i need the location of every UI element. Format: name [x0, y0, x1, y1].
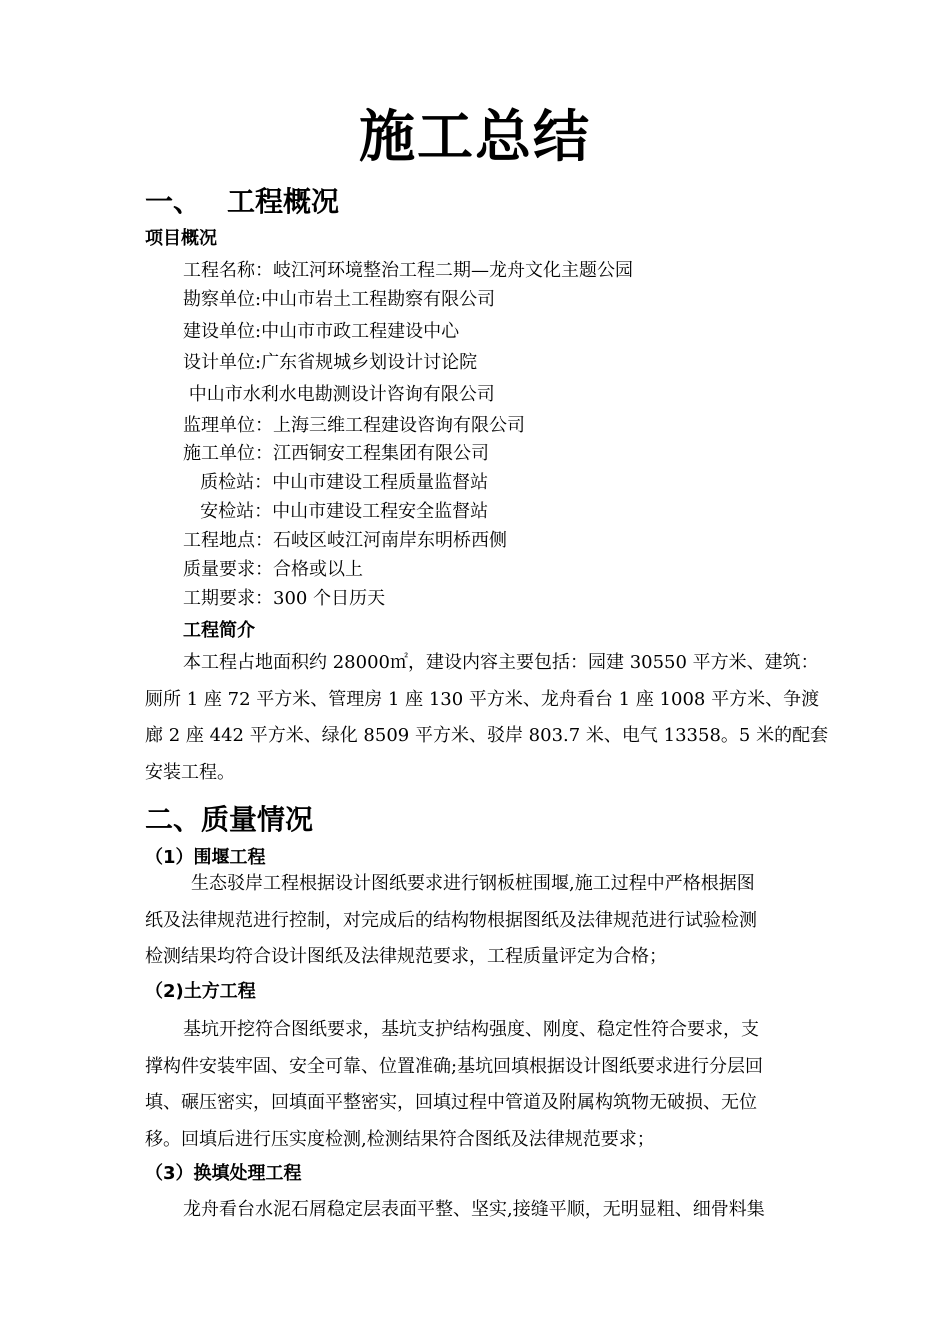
item2-line: 填、碾压密实，回填面平整密实，回填过程中管道及附属构筑物无破损、无位: [145, 1092, 757, 1113]
item1-line: 生态驳岸工程根据设计图纸要求进行钢板桩围堰,施工过程中严格根据图: [191, 873, 755, 894]
project-overview-subheading: 项目概况: [145, 228, 217, 249]
document-title: 施工总结: [359, 105, 591, 170]
info-quality-requirement: 质量要求：合格或以上: [183, 559, 363, 580]
info-schedule-requirement: 工期要求：300 个日历天: [183, 588, 386, 609]
info-safety-station: 安检站：中山市建设工程安全监督站: [183, 501, 489, 522]
info-contractor: 施工单位：江西铜安工程集团有限公司: [183, 443, 489, 464]
info-location: 工程地点：石岐区岐江河南岸东明桥西侧: [183, 530, 507, 551]
item2-line: 移。回填后进行压实度检测,检测结果符合图纸及法律规范要求；: [145, 1128, 655, 1150]
item2-paragraph: [145, 1012, 807, 1158]
info-project-name: 工程名称：岐江河环境整治工程二期—龙舟文化主题公园: [183, 260, 633, 281]
item2-line: 撑构件安装牢固、安全可靠、位置准确;基坑回填根据设计图纸要求进行分层回: [145, 1055, 764, 1077]
intro-line: 本工程占地面积约 28000㎡，建设内容主要包括：园建 30550 平方米、建筑：: [183, 652, 819, 673]
item3-label: （3）换填处理工程: [145, 1163, 302, 1184]
item1-line: 纸及法律规范进行控制，对完成后的结构物根据图纸及法律规范进行试验检测: [145, 909, 757, 931]
info-quality-station: 质检站：中山市建设工程质量监督站: [183, 472, 489, 493]
intro-line: 安装工程。: [145, 761, 235, 783]
section2-heading: 二、质量情况: [145, 803, 314, 836]
info-survey-unit: 勘察单位:中山市岩土工程勘察有限公司: [183, 289, 496, 310]
section1-heading: [145, 182, 339, 222]
project-intro-subheading: 工程简介: [183, 620, 255, 641]
item2-line: 基坑开挖符合图纸要求，基坑支护结构强度、刚度、稳定性符合要求，支: [183, 1019, 759, 1040]
item1-label: （1）围堰工程: [145, 847, 266, 868]
info-design-unit: 设计单位:广东省规城乡划设计讨论院: [183, 352, 478, 373]
intro-line: 廊 2 座 442 平方米、绿化 8509 平方米、驳岸 803.7 米、电气 13358。5 米的配套: [145, 725, 829, 746]
item3-paragraph: [145, 1192, 807, 1229]
item3-line: 龙舟看台水泥石屑稳定层表面平整、坚实,接缝平顺，无明显粗、细骨料集: [183, 1199, 765, 1220]
item2-label: （2)土方工程: [145, 981, 256, 1002]
info-design-unit-2: 中山市水利水电勘测设计咨询有限公司: [183, 384, 495, 405]
item1-paragraph: [145, 866, 807, 976]
intro-line: 厕所 1 座 72 平方米、管理房 1 座 130 平方米、龙舟看台 1 座 1008 平方米、争渡: [145, 688, 820, 710]
info-supervision-unit: 监理单位：上海三维工程建设咨询有限公司: [183, 415, 525, 436]
section1-number: 一、: [145, 185, 202, 218]
project-intro-paragraph: [145, 645, 829, 791]
section1-heading-text: 工程概况: [227, 185, 340, 218]
item1-line: 检测结果均符合设计图纸及法律规范要求，工程质量评定为合格；: [145, 946, 667, 967]
info-construction-owner: 建设单位:中山市市政工程建设中心: [183, 321, 460, 342]
